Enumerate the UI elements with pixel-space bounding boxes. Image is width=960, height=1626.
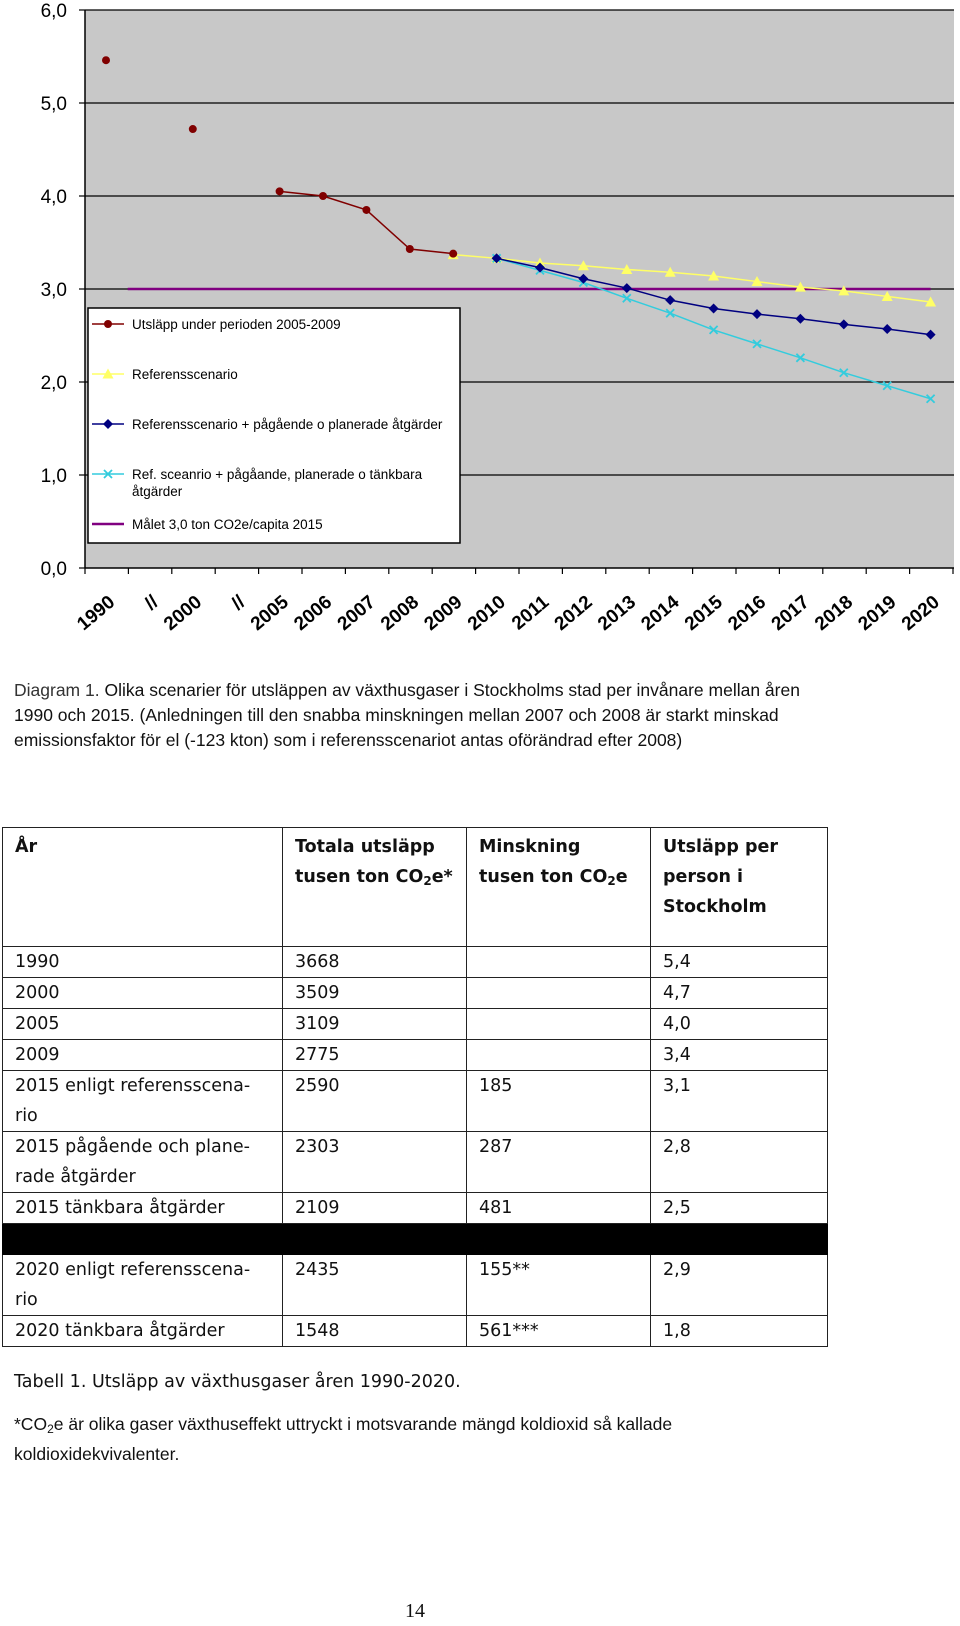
table-cell: 2,5 [651, 1193, 828, 1224]
emissions-table [2, 827, 828, 1347]
caption-label: Diagram 1. [14, 680, 100, 700]
footnote: $*CO_2e$ är olika gaser växthuseffekt uttryckt i motsvarande mängd koldioxid så kallade koldioxidekvivalenter. [14, 1414, 673, 1464]
table-cell [467, 947, 651, 978]
table-row [3, 1040, 828, 1071]
x-tick-label: 2009 [420, 591, 467, 636]
table-cell: 1,8 [651, 1316, 828, 1347]
table-cell: 4,0 [651, 1009, 828, 1040]
x-tick-label: 2020 [897, 591, 944, 636]
table-cell: 2775 [283, 1040, 467, 1071]
table-cell: 3509 [283, 978, 467, 1009]
data-point [449, 250, 457, 258]
diagram-caption [14, 678, 826, 753]
header-reduction: Minskning tusen ton $CO_2e$ [467, 828, 651, 947]
y-tick-label: 3,0 [40, 280, 67, 301]
y-tick-label: 2,0 [40, 373, 67, 394]
table-cell: 3,1 [651, 1071, 828, 1132]
y-tick-label: 0,0 [40, 559, 67, 580]
y-tick-label: 4,0 [40, 187, 67, 208]
table-cell: 2015 tänkbara åtgärder [3, 1193, 283, 1224]
table-cell: 2005 [3, 1009, 283, 1040]
x-tick-label: 2018 [811, 591, 858, 636]
table-cell [467, 978, 651, 1009]
table-row [3, 1009, 828, 1040]
x-tick-label: 2000 [160, 591, 207, 636]
table-cell: 2303 [283, 1132, 467, 1193]
table-cell [3, 1224, 283, 1255]
table-cell: 561*** [467, 1316, 651, 1347]
table-row [3, 1224, 828, 1255]
x-tick-label: 2006 [290, 591, 337, 636]
legend-label: Referensscenario + pågående o planerade åtgärder [132, 417, 443, 432]
legend-label: Målet 3,0 ton CO2e/capita 2015 [132, 517, 323, 532]
x-tick-label: 2013 [594, 591, 641, 636]
table-cell: 3668 [283, 947, 467, 978]
x-tick-label: 2012 [550, 591, 597, 636]
table-cell: 3,4 [651, 1040, 828, 1071]
x-tick-label: 2014 [637, 591, 684, 636]
table-cell: 5,4 [651, 947, 828, 978]
x-tick-label: 2016 [724, 591, 771, 636]
table-cell: 2435 [283, 1255, 467, 1316]
legend-label: Utsläpp under perioden 2005-2009 [132, 317, 341, 332]
table-header-row [3, 828, 828, 947]
table-cell: 185 [467, 1071, 651, 1132]
y-tick-label: 1,0 [40, 466, 67, 487]
table-row [3, 1132, 828, 1193]
table-row [3, 978, 828, 1009]
table-cell: 1990 [3, 947, 283, 978]
table-cell: 3109 [283, 1009, 467, 1040]
table-cell [467, 1224, 651, 1255]
table-cell: 2,9 [651, 1255, 828, 1316]
y-tick-label: 5,0 [40, 94, 67, 115]
table-cell [467, 1040, 651, 1071]
legend-label: Referensscenario [132, 367, 238, 382]
header-per-person: Utsläpp per person i Stockholm [651, 828, 828, 947]
table-cell: 2015 pågående och plane-rade åtgärder [3, 1132, 283, 1193]
x-tick-label: 2005 [246, 591, 293, 636]
data-point [102, 56, 110, 64]
table-row [3, 1071, 828, 1132]
header-year: År [3, 828, 283, 947]
table-row [3, 1193, 828, 1224]
x-tick-label: 2007 [333, 591, 380, 636]
data-point [319, 192, 327, 200]
table-cell [283, 1224, 467, 1255]
table-cell: 155** [467, 1255, 651, 1316]
x-tick-label: // [227, 591, 250, 615]
x-tick-label: 1990 [73, 591, 120, 636]
page-number: 14 [405, 1600, 425, 1622]
table-cell: 287 [467, 1132, 651, 1193]
data-point [189, 125, 197, 133]
x-tick-label: 2019 [854, 591, 901, 636]
table-cell: 1548 [283, 1316, 467, 1347]
table-cell: 481 [467, 1193, 651, 1224]
table-cell: 2109 [283, 1193, 467, 1224]
table-cell: 4,7 [651, 978, 828, 1009]
table-row [3, 1255, 828, 1316]
table-cell [467, 1009, 651, 1040]
x-tick-label: 2015 [680, 591, 727, 636]
table-cell: 2000 [3, 978, 283, 1009]
header-total: Totala utsläpp tusen ton $CO_2e*$ [283, 828, 467, 947]
table-cell: 2015 enligt referensscena-rio [3, 1071, 283, 1132]
table-cell: 2590 [283, 1071, 467, 1132]
y-tick-label: 6,0 [40, 1, 67, 22]
data-point [362, 206, 370, 214]
legend-label: åtgärder [132, 484, 183, 499]
table-cell: 2009 [3, 1040, 283, 1071]
x-tick-label: 2008 [377, 591, 424, 636]
table-row [3, 947, 828, 978]
data-point [276, 187, 284, 195]
data-point [406, 245, 414, 253]
x-tick-label: 2011 [508, 591, 554, 635]
table-cell: 2020 enligt referensscena-rio [3, 1255, 283, 1316]
legend-marker [104, 320, 112, 328]
table-cell [651, 1224, 828, 1255]
table-row [3, 1316, 828, 1347]
table-cell: 2020 tänkbara åtgärder [3, 1316, 283, 1347]
table-caption: Tabell 1. Utsläpp av växthusgaser åren 1990-2020. [14, 1372, 461, 1392]
x-tick-label: 2017 [767, 591, 814, 636]
table-cell: 2,8 [651, 1132, 828, 1193]
x-tick-label: // [141, 591, 163, 615]
legend-label: Ref. sceanrio + pågåande, planerade o tänkbara [132, 467, 423, 482]
x-tick-label: 2010 [463, 591, 510, 636]
caption-text: Olika scenarier för utsläppen av växthusgaser i Stockholms stad per invånare mellan åren 1990 och 2015. (Anledningen till den snabba minskningen mellan 2007 och 2008 är starkt minskad emissionsfaktor för el (-123 kton) som i referensscenariot antas oförändrad efter 2008) [14, 680, 800, 750]
emissions-chart [0, 0, 960, 660]
